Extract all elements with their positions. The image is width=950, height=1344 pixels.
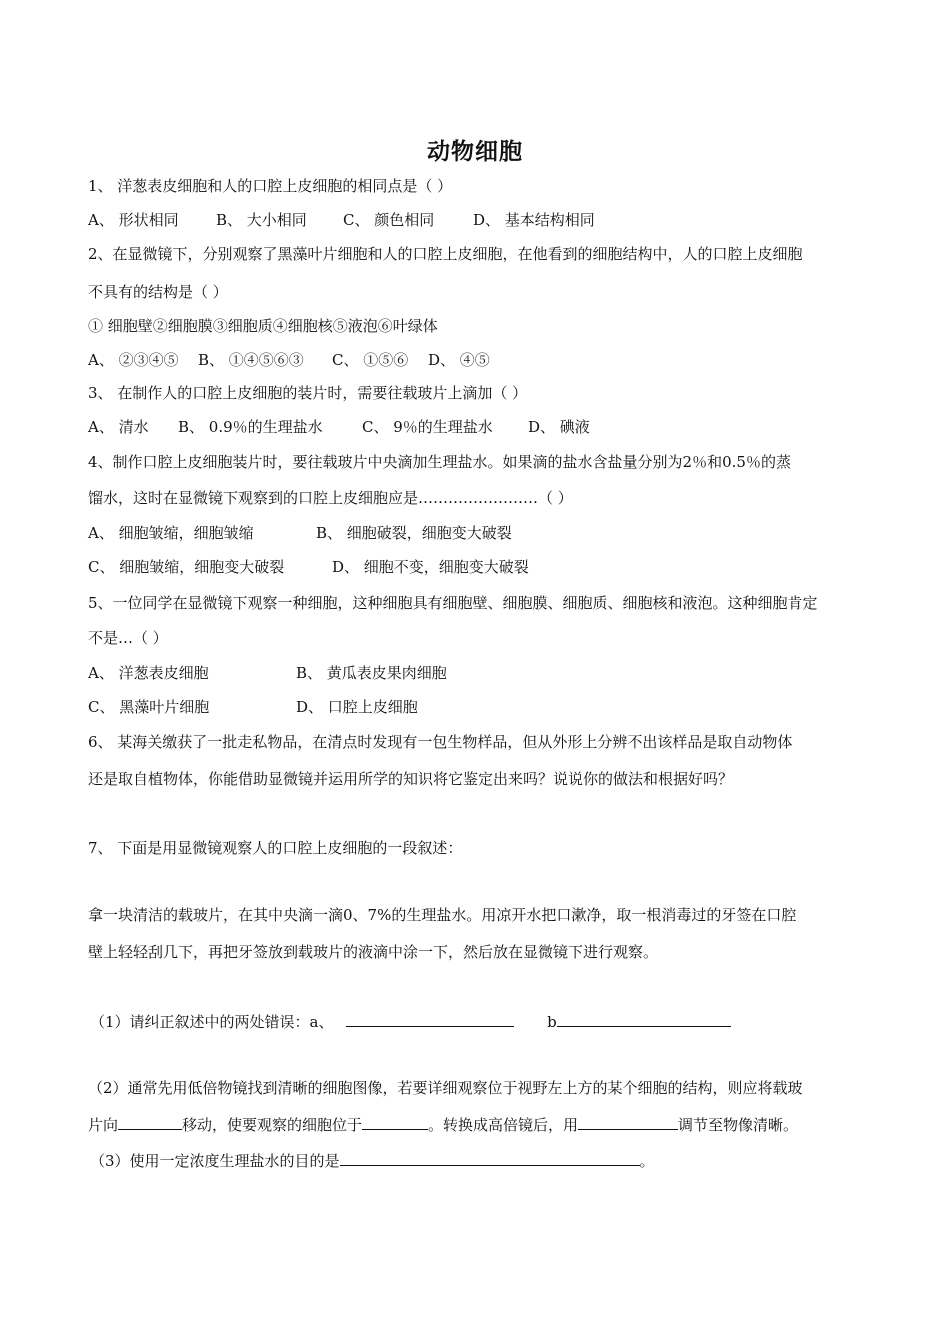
- q4-options-row2: [88, 557, 529, 577]
- q3-option-a: A、 清水: [88, 418, 149, 436]
- q4-option-b: B、 细胞破裂，细胞变大破裂: [316, 524, 512, 542]
- q7-sub2-text-d: 调节至物像清晰。: [678, 1116, 799, 1134]
- q7-sub2-text-a: 片向: [88, 1116, 119, 1134]
- q2-option-c: C、 ①⑤⑥: [332, 351, 409, 369]
- q2-stem-line2: 不具有的结构是（ ）: [88, 283, 228, 301]
- q1-option-c: C、 颜色相同: [343, 211, 435, 229]
- q7-passage-line2: 壁上轻轻刮几下，再把牙签放到载玻片的液滴中涂一下，然后放在显微镜下进行观察。: [88, 943, 659, 961]
- q5-options-row2: [88, 697, 418, 717]
- q1-options: [88, 210, 595, 230]
- q3-option-c: C、 9％的生理盐水: [362, 418, 493, 436]
- q1-option-b: B、 大小相同: [216, 211, 307, 229]
- q7-sub1-text: （1）请纠正叙述中的两处错误：a、: [90, 1013, 334, 1031]
- q7-sub3-end: 。: [639, 1152, 655, 1170]
- q2-option-a: A、 ②③④⑤: [88, 351, 179, 369]
- q7-passage-line1: 拿一块清洁的载玻片，在其中央滴一滴0、7%的生理盐水。用凉开水把口漱净，取一根消毒过的牙签在口腔: [88, 906, 797, 924]
- q5-option-d: D、 口腔上皮细胞: [296, 698, 418, 716]
- q5-option-c: C、 黑藻叶片细胞: [88, 698, 210, 716]
- q7-sub2-text-c: 。转换成高倍镜后，用: [428, 1116, 579, 1134]
- q3-option-b: B、 0.9％的生理盐水: [178, 418, 323, 436]
- q7-sub1-b-label: b: [547, 1013, 557, 1031]
- q7-sub2-line1: （2）通常先用低倍物镜找到清晰的细胞图像，若要详细观察位于视野左上方的某个细胞的结构，则应将载玻: [88, 1079, 803, 1097]
- q4-option-d: D、 细胞不变，细胞变大破裂: [332, 558, 529, 576]
- q2-option-b: B、 ①④⑤⑥③: [198, 351, 304, 369]
- q1-option-d: D、 基本结构相同: [473, 211, 595, 229]
- q7-sub3: [90, 1150, 655, 1171]
- q7-sub2-blank-adjuster[interactable]: [578, 1114, 678, 1130]
- q7-intro: 7、 下面是用显微镜观察人的口腔上皮细胞的一段叙述：: [88, 839, 463, 857]
- q7-sub3-blank[interactable]: [340, 1150, 640, 1166]
- q2-items: ① 细胞壁②细胞膜③细胞质④细胞核⑤液泡⑥叶绿体: [88, 317, 438, 335]
- q1-option-a: A、 形状相同: [88, 211, 179, 229]
- q3-option-d: D、 碘液: [528, 418, 590, 436]
- q3-stem: 3、 在制作人的口腔上皮细胞的装片时，需要往载玻片上滴加（ ）: [88, 384, 528, 402]
- q2-option-d: D、 ④⑤: [428, 351, 490, 369]
- q5-stem-line1: 5、一位同学在显微镜下观察一种细胞，这种细胞具有细胞壁、细胞膜、细胞质、细胞核和液泡。这种细胞肯定: [88, 594, 818, 612]
- q7-sub1-blank-b[interactable]: [557, 1011, 731, 1027]
- q7-sub1: [90, 1011, 731, 1032]
- q2-stem-line1: 2、在显微镜下，分别观察了黑藻叶片细胞和人的口腔上皮细胞，在他看到的细胞结构中，人的口腔上皮细胞: [88, 245, 803, 263]
- q4-stem-line2: 馏水，这时在显微镜下观察到的口腔上皮细胞应是……………………（ ）: [88, 489, 573, 507]
- q5-option-b: B、 黄瓜表皮果肉细胞: [296, 664, 447, 682]
- q5-options-row1: [88, 663, 447, 683]
- q7-sub1-blank-a[interactable]: [346, 1011, 514, 1027]
- q7-sub2-blank-position[interactable]: [362, 1114, 428, 1130]
- q3-options: [88, 417, 590, 437]
- q5-stem-line2: 不是…（ ）: [88, 629, 168, 647]
- q4-stem-line1: 4、制作口腔上皮细胞装片时，要往载玻片中央滴加生理盐水。如果滴的盐水含盐量分别为2％和0.5％的蒸: [88, 453, 791, 471]
- q5-option-a: A、 洋葱表皮细胞: [88, 664, 209, 682]
- q4-option-a: A、 细胞皱缩，细胞皱缩: [88, 524, 254, 542]
- q7-sub3-text: （3）使用一定浓度生理盐水的目的是: [90, 1152, 340, 1170]
- q7-sub2-text-b: 移动，使要观察的细胞位于: [182, 1116, 363, 1134]
- q4-options-row1: [88, 523, 512, 543]
- q1-stem: 1、 洋葱表皮细胞和人的口腔上皮细胞的相同点是（ ）: [88, 177, 453, 195]
- q2-options: [88, 350, 490, 370]
- q6-line2: 还是取自植物体，你能借助显微镜并运用所学的知识将它鉴定出来吗？说说你的做法和根据好吗？: [88, 770, 734, 788]
- q6-line1: 6、 某海关缴获了一批走私物品，在清点时发现有一包生物样品，但从外形上分辨不出该样品是取自动物体: [88, 733, 793, 751]
- q4-option-c: C、 细胞皱缩，细胞变大破裂: [88, 558, 285, 576]
- q7-sub2-line2: [88, 1114, 798, 1135]
- q7-sub2-blank-direction[interactable]: [118, 1114, 182, 1130]
- page-title: 动物细胞: [427, 139, 523, 165]
